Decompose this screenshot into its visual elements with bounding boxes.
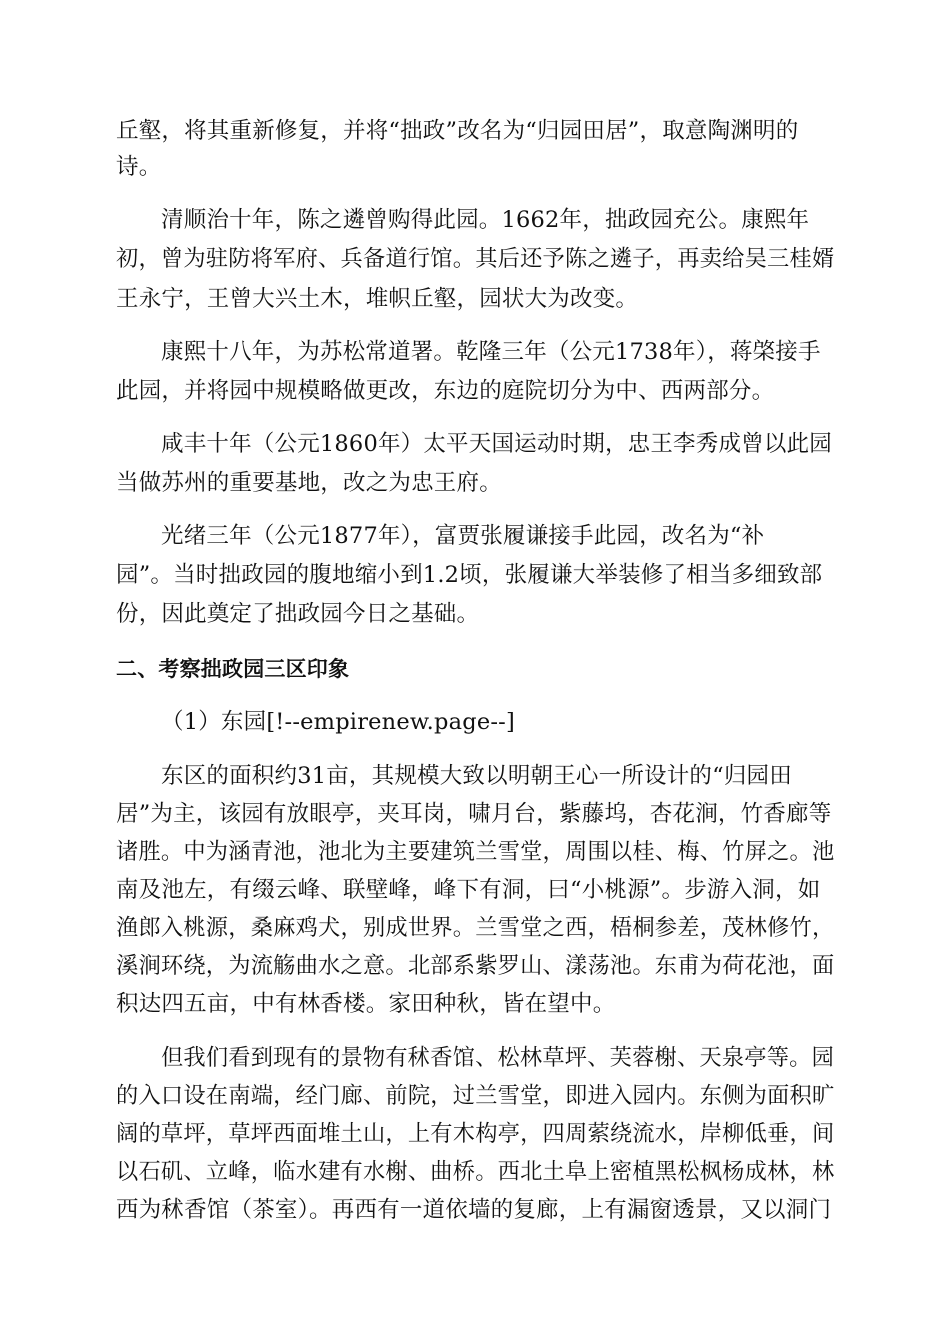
text-line: 但我们看到现有的景物有秫香馆、松林草坪、芙蓉榭、天泉亭等。园: [161, 1045, 835, 1071]
text-line: 清顺治十年，陈之遴曾购得此园。1662年，拙政园充公。康熙年: [161, 207, 810, 233]
text-line: 的入口设在南端，经门廊、前院，过兰雪堂，即进入园内。东侧为面积旷: [116, 1083, 835, 1109]
text-line: 光绪三年（公元1877年），富贾张履谦接手此园，改名为“补: [161, 523, 765, 549]
text-line: 诗。: [116, 154, 162, 180]
text-line: 此园，并将园中规模略做更改，东边的庭院切分为中、西两部分。: [116, 378, 775, 404]
text-line: 初，曾为驻防将军府、兵备道行馆。其后还予陈之遴子，再卖给吴三桂婿: [116, 246, 835, 272]
text-line: 当做苏州的重要基地，改之为忠王府。: [116, 470, 502, 496]
text-line: 丘壑，将其重新修复，并将“拙政”改名为“归园田居”，取意陶渊明的: [116, 118, 799, 144]
text-line: 诸胜。中为涵青池，池北为主要建筑兰雪堂，周围以桂、梅、竹屏之。池: [116, 839, 835, 865]
text-line: 份，因此奠定了拙政园今日之基础。: [116, 601, 480, 627]
text-line: 南及池左，有缀云峰、联壁峰，峰下有洞，曰“小桃源”。步游入洞，如: [116, 877, 821, 903]
text-line: 王永宁，王曾大兴土木，堆帜丘壑，园状大为改变。: [116, 286, 639, 312]
text-line: 以石矶、立峰，临水建有水榭、曲桥。西北土阜上密植黑松枫杨成林，林: [116, 1159, 835, 1185]
text-line: 咸丰十年（公元1860年）太平天国运动时期，忠王李秀成曾以此园: [161, 431, 832, 457]
subsection-heading: （1）东园[!--empirenew.page--]: [161, 709, 515, 735]
text-line: 积达四五亩，中有林香楼。家田种秋，皆在望中。: [116, 991, 616, 1017]
section-heading: 二、考察拙政园三区印象: [116, 657, 350, 681]
text-line: 园”。当时拙政园的腹地缩小到1.2顷，张履谦大举装修了相当多细致部: [116, 562, 823, 588]
text-line: 阔的草坪，草坪西面堆土山，上有木构亭，四周萦绕流水，岸柳低垂，间: [116, 1121, 835, 1147]
text-line: 居”为主，该园有放眼亭，夹耳岗，啸月台，紫藤坞，杏花涧，竹香廊等: [116, 801, 832, 827]
text-line: 溪涧环绕，为流觞曲水之意。北部系紫罗山、漾荡池。东甫为荷花池，面: [116, 953, 835, 979]
text-line: 西为秫香馆（茶室）。再西有一道依墙的复廊，上有漏窗透景，又以洞门: [116, 1197, 832, 1223]
text-line: 渔郎入桃源，桑麻鸡犬，别成世界。兰雪堂之西，梧桐参差，茂林修竹，: [116, 915, 835, 941]
text-line: 东区的面积约31亩，其规模大致以明朝王心一所设计的“归园田: [161, 763, 792, 789]
text-line: 康熙十八年，为苏松常道署。乾隆三年（公元1738年），蒋棨接手: [161, 339, 821, 365]
